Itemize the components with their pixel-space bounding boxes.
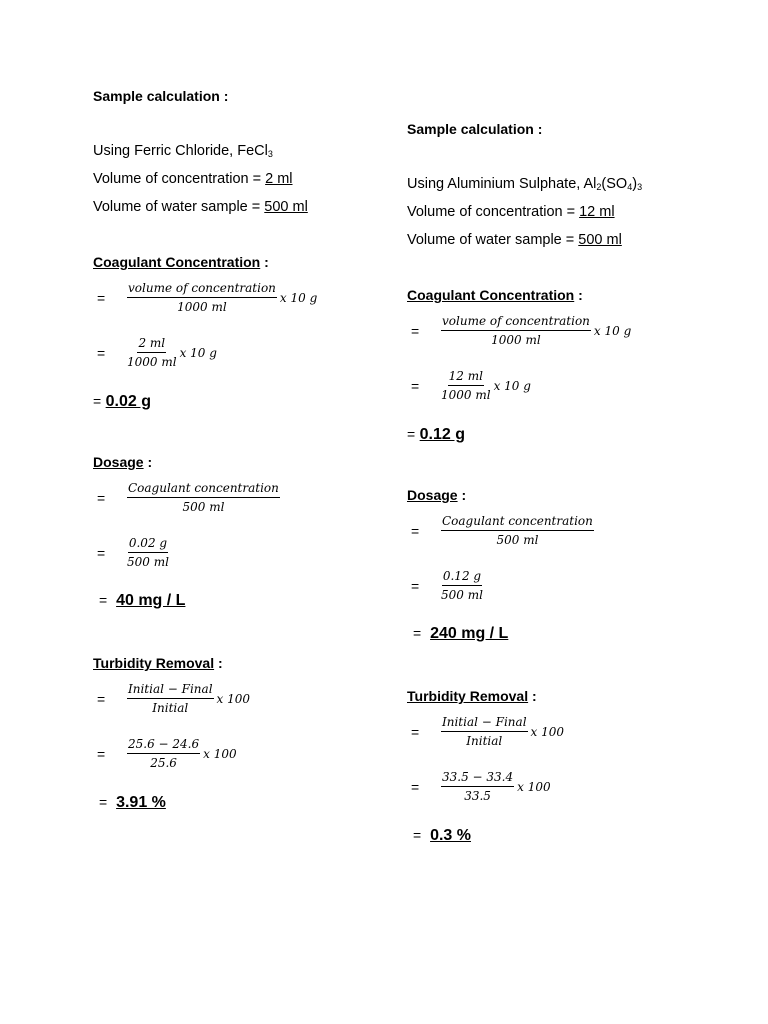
- dosage-substitution-row: = $\frac{0.02 g}{500 ml}$: [97, 536, 169, 569]
- coagulant-formula-fraction: $\frac{\text{volume of concentration}}{1000 ml}$: [442, 314, 590, 347]
- dosage-substitution-row: = $\frac{0.12 g}{500 ml}$: [411, 569, 483, 602]
- volume-of-water-value: 500 ml: [578, 232, 622, 248]
- coagulant-substitution-fraction: $\frac{2 ml}{1000 ml}$: [127, 336, 177, 369]
- coagulant-concentration-heading: Coagulant Concentration :: [407, 287, 583, 303]
- dosage-heading: Dosage :: [407, 487, 467, 503]
- coagulant-substitution-fraction: $\frac{12 ml}{1000 ml}$: [441, 369, 491, 402]
- coagulant-substitution-row: = $\frac{2 ml}{1000 ml}$ x 10 g: [97, 336, 217, 369]
- turbidity-result: = 0.3 %: [413, 827, 471, 844]
- volume-of-concentration-line: Volume of concentration = 2 ml: [93, 171, 293, 187]
- turbidity-removal-heading: Turbidity Removal :: [407, 688, 537, 704]
- volume-of-water-line: Volume of water sample = 500 ml: [407, 232, 622, 248]
- turbidity-substitution-fraction: $\frac{33.5 - 33.4}{33.5}$: [442, 770, 514, 803]
- volume-of-concentration-line: Volume of concentration = 12 ml: [407, 204, 615, 220]
- turbidity-removal-heading: Turbidity Removal :: [93, 655, 223, 671]
- coagulant-used-line: Using Aluminium Sulphate, $Al_2(SO_4)_3$: [407, 176, 643, 192]
- coagulant-used-line: Using Ferric Chloride, FeCl$_3$: [93, 143, 273, 159]
- sample-calculation-title: Sample calculation :: [93, 88, 229, 104]
- dosage-substitution-fraction: $\frac{0.12 g}{500 ml}$: [441, 569, 483, 602]
- turbidity-substitution-fraction: $\frac{25.6 - 24.6}{25.6}$: [128, 737, 200, 770]
- coagulant-formula-fraction: $\frac{\text{volume of concentration}}{1000 ml}$: [128, 281, 276, 314]
- dosage-heading: Dosage :: [93, 454, 153, 470]
- coagulant-result: = 0.12 g: [407, 426, 465, 443]
- coagulant-formula-row: = $\frac{\text{volume of concentration}}{1000 ml}$ x 10 g: [97, 281, 318, 314]
- turbidity-formula-row: = $\frac{\text{Initial − Final}}{\text{Initial}}$ x 100: [97, 682, 251, 715]
- volume-of-water-value: 500 ml: [264, 199, 308, 215]
- coagulant-substitution-row: = $\frac{12 ml}{1000 ml}$ x 10 g: [411, 369, 531, 402]
- turbidity-substitution-row: = $\frac{33.5 - 33.4}{33.5}$ x 100: [411, 770, 551, 803]
- dosage-result: = 40 mg / L: [99, 592, 186, 609]
- volume-of-water-line: Volume of water sample = 500 ml: [93, 199, 308, 215]
- turbidity-formula-fraction: $\frac{\text{Initial − Final}}{\text{Initial}}$: [442, 715, 527, 748]
- sample-calculation-title: Sample calculation :: [407, 121, 543, 137]
- volume-of-concentration-value: 2 ml: [265, 171, 293, 187]
- turbidity-substitution-row: = $\frac{25.6 - 24.6}{25.6}$ x 100: [97, 737, 237, 770]
- coagulant-result: = 0.02 g: [93, 393, 151, 410]
- turbidity-formula-row: = $\frac{\text{Initial − Final}}{\text{Initial}}$ x 100: [411, 715, 565, 748]
- dosage-formula-row: = $\frac{\text{Coagulant concentration}}{500 ml}$: [411, 514, 593, 547]
- turbidity-result: = 3.91 %: [99, 794, 166, 811]
- coagulant-formula-row: = $\frac{\text{volume of concentration}}{1000 ml}$ x 10 g: [411, 314, 632, 347]
- coagulant-concentration-heading: Coagulant Concentration :: [93, 254, 269, 270]
- turbidity-formula-fraction: $\frac{\text{Initial − Final}}{\text{Initial}}$: [128, 682, 213, 715]
- dosage-result: = 240 mg / L: [413, 625, 509, 642]
- dosage-substitution-fraction: $\frac{0.02 g}{500 ml}$: [127, 536, 169, 569]
- dosage-formula-fraction: $\frac{\text{Coagulant concentration}}{500 ml}$: [128, 481, 279, 514]
- volume-of-concentration-value: 12 ml: [579, 204, 615, 220]
- dosage-formula-fraction: $\frac{\text{Coagulant concentration}}{500 ml}$: [442, 514, 593, 547]
- dosage-formula-row: = $\frac{\text{Coagulant concentration}}{500 ml}$: [97, 481, 279, 514]
